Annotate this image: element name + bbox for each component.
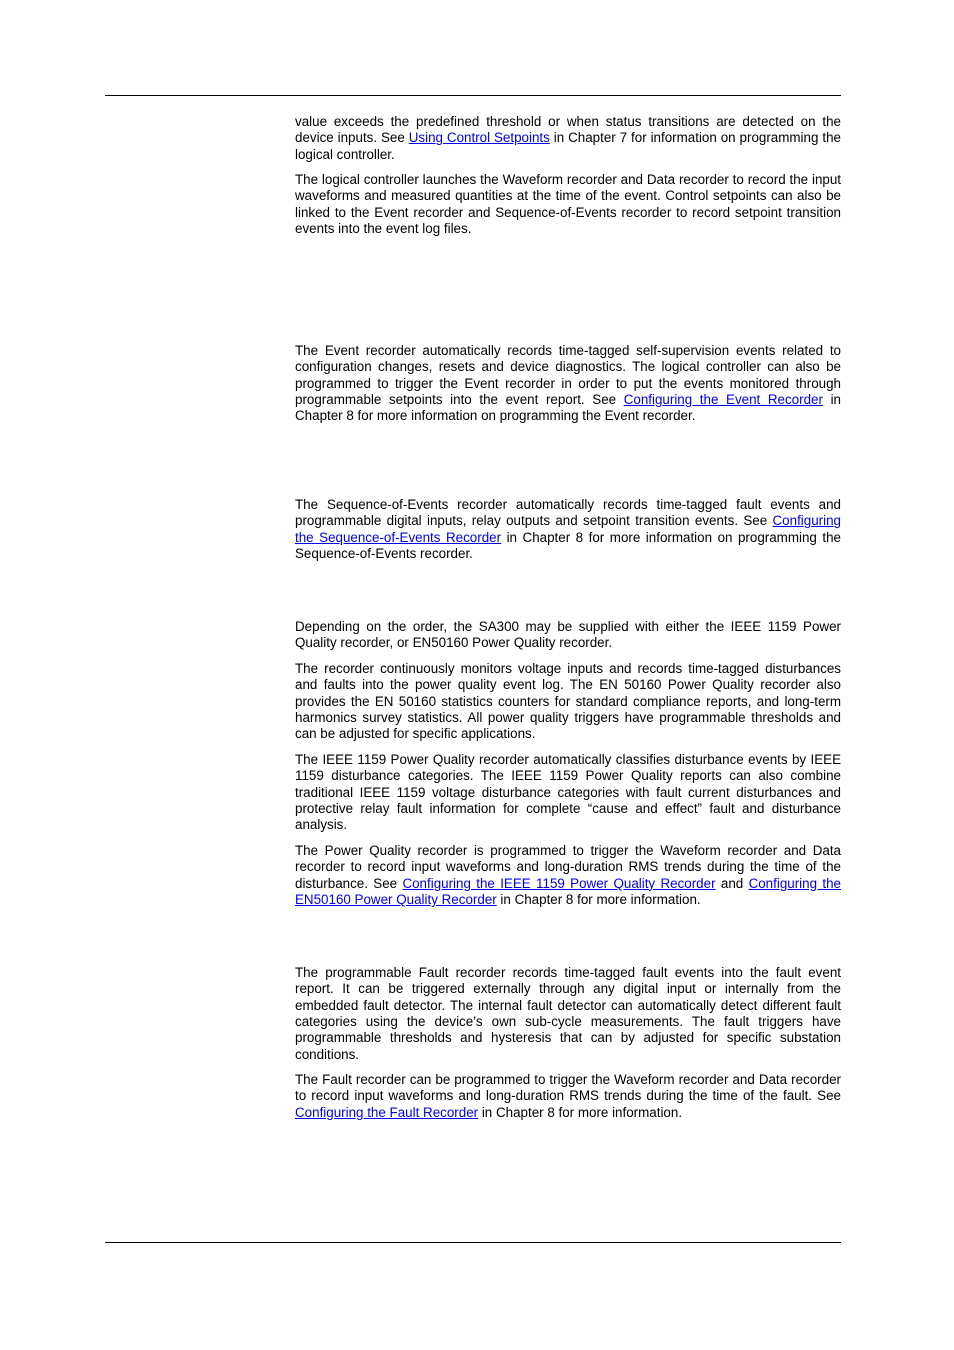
cross-reference-link[interactable]: Configuring the EN50160 Power Quality Recorder bbox=[295, 875, 841, 908]
body-text: The IEEE 1159 Power Quality recorder automatically classifies disturbance events by IEEE 1159 disturbance categories. The IEEE 1159 Power Quality reports can also combine traditional IEEE 1159 voltage disturbance categories with fault current disturbances and protective relay fault information for complete “cause and effect” fault and disturbance analysis. bbox=[295, 752, 841, 833]
body-text: The Power Quality recorder is programmed to trigger the Waveform recorder and Data recorder to record input waveforms and long-duration RMS trends during the time of the disturbance. See bbox=[295, 843, 841, 891]
header-rule bbox=[105, 95, 841, 96]
cross-reference-link[interactable]: Configuring the Fault Recorder bbox=[295, 1104, 479, 1120]
paragraph-logical-controller bbox=[295, 172, 841, 237]
body-text: in Chapter 8 for more information. bbox=[478, 1104, 683, 1120]
paragraph-pq-triggers bbox=[295, 843, 841, 908]
body-text: value exceeds the predefined threshold or when status transitions are detected on the device inputs. See bbox=[295, 114, 841, 146]
body-text: Depending on the order, the SA300 may be supplied with either the IEEE 1159 Power Quality recorder, or EN50160 Power Quality recorder. bbox=[295, 619, 841, 651]
cross-reference-link[interactable]: Using Control Setpoints bbox=[408, 130, 550, 146]
paragraph-setpoints-intro bbox=[295, 114, 841, 163]
body-text: The programmable Fault recorder records time-tagged fault events into the fault event report. It can be triggered externally through any digital input or internally from the embedded fault detector. The internal fault detector can automatically detect different fault categories using the device’s own sub-cycle measurements. The fault triggers have programmable thresholds and hysteresis that can by adjusted for specific substation conditions. bbox=[295, 965, 841, 1062]
paragraph-event-recorder bbox=[295, 343, 841, 425]
body-text: in Chapter 8 for more information. bbox=[496, 892, 701, 908]
cross-reference-link[interactable]: Configuring the Sequence-of-Events Recorder bbox=[295, 513, 841, 545]
paragraph-soe-recorder bbox=[295, 497, 841, 562]
body-text: The logical controller launches the Waveform recorder and Data recorder to record the input waveforms and measured quantities at the time of the event. Control setpoints can also be linked to the Event recorder and Sequence-of-Events recorder to record setpoint transition events into the event log files. bbox=[295, 172, 841, 237]
paragraph-ieee1159 bbox=[295, 752, 841, 834]
body-text: The Event recorder automatically records time-tagged self-supervision events related to configuration changes, resets and device diagnostics. The logical controller can also be programmed to trigger the Event recorder in order to put the events monitored through programmable setpoints into the event report. See bbox=[295, 343, 841, 408]
body-text: The Fault recorder can be programmed to trigger the Waveform recorder and Data recorder to record input waveforms and long-duration RMS trends during the time of the fault. See bbox=[295, 1072, 841, 1104]
paragraph-pq-order bbox=[295, 619, 841, 652]
body-text: The recorder continuously monitors voltage inputs and records time-tagged disturbances and faults into the power quality event log. The EN 50160 Power Quality recorder also provides the EN 50160 statistics counters for standard compliance reports, and long-term harmonics survey statistics. All power quality triggers have programmable thresholds and can be adjusted for specific applications. bbox=[295, 661, 841, 742]
paragraph-pq-monitoring bbox=[295, 661, 841, 743]
footer-rule bbox=[105, 1242, 841, 1243]
cross-reference-link[interactable]: Configuring the Event Recorder bbox=[623, 392, 823, 408]
body-text: The Sequence-of-Events recorder automatically records time-tagged fault events and programmable digital inputs, relay outputs and setpoint transition events. See bbox=[295, 497, 841, 529]
paragraph-fault-recorder bbox=[295, 965, 841, 1063]
paragraph-fault-triggers bbox=[295, 1072, 841, 1121]
cross-reference-link[interactable]: Configuring the IEEE 1159 Power Quality Recorder bbox=[402, 875, 716, 891]
body-text: in Chapter 7 for information on programming the logical controller. bbox=[295, 130, 841, 162]
body-text: in Chapter 8 for more information on programming the Sequence-of-Events recorder. bbox=[295, 529, 841, 562]
body-text: and bbox=[715, 875, 749, 891]
body-text: in Chapter 8 for more information on programming the Event recorder. bbox=[295, 392, 841, 424]
